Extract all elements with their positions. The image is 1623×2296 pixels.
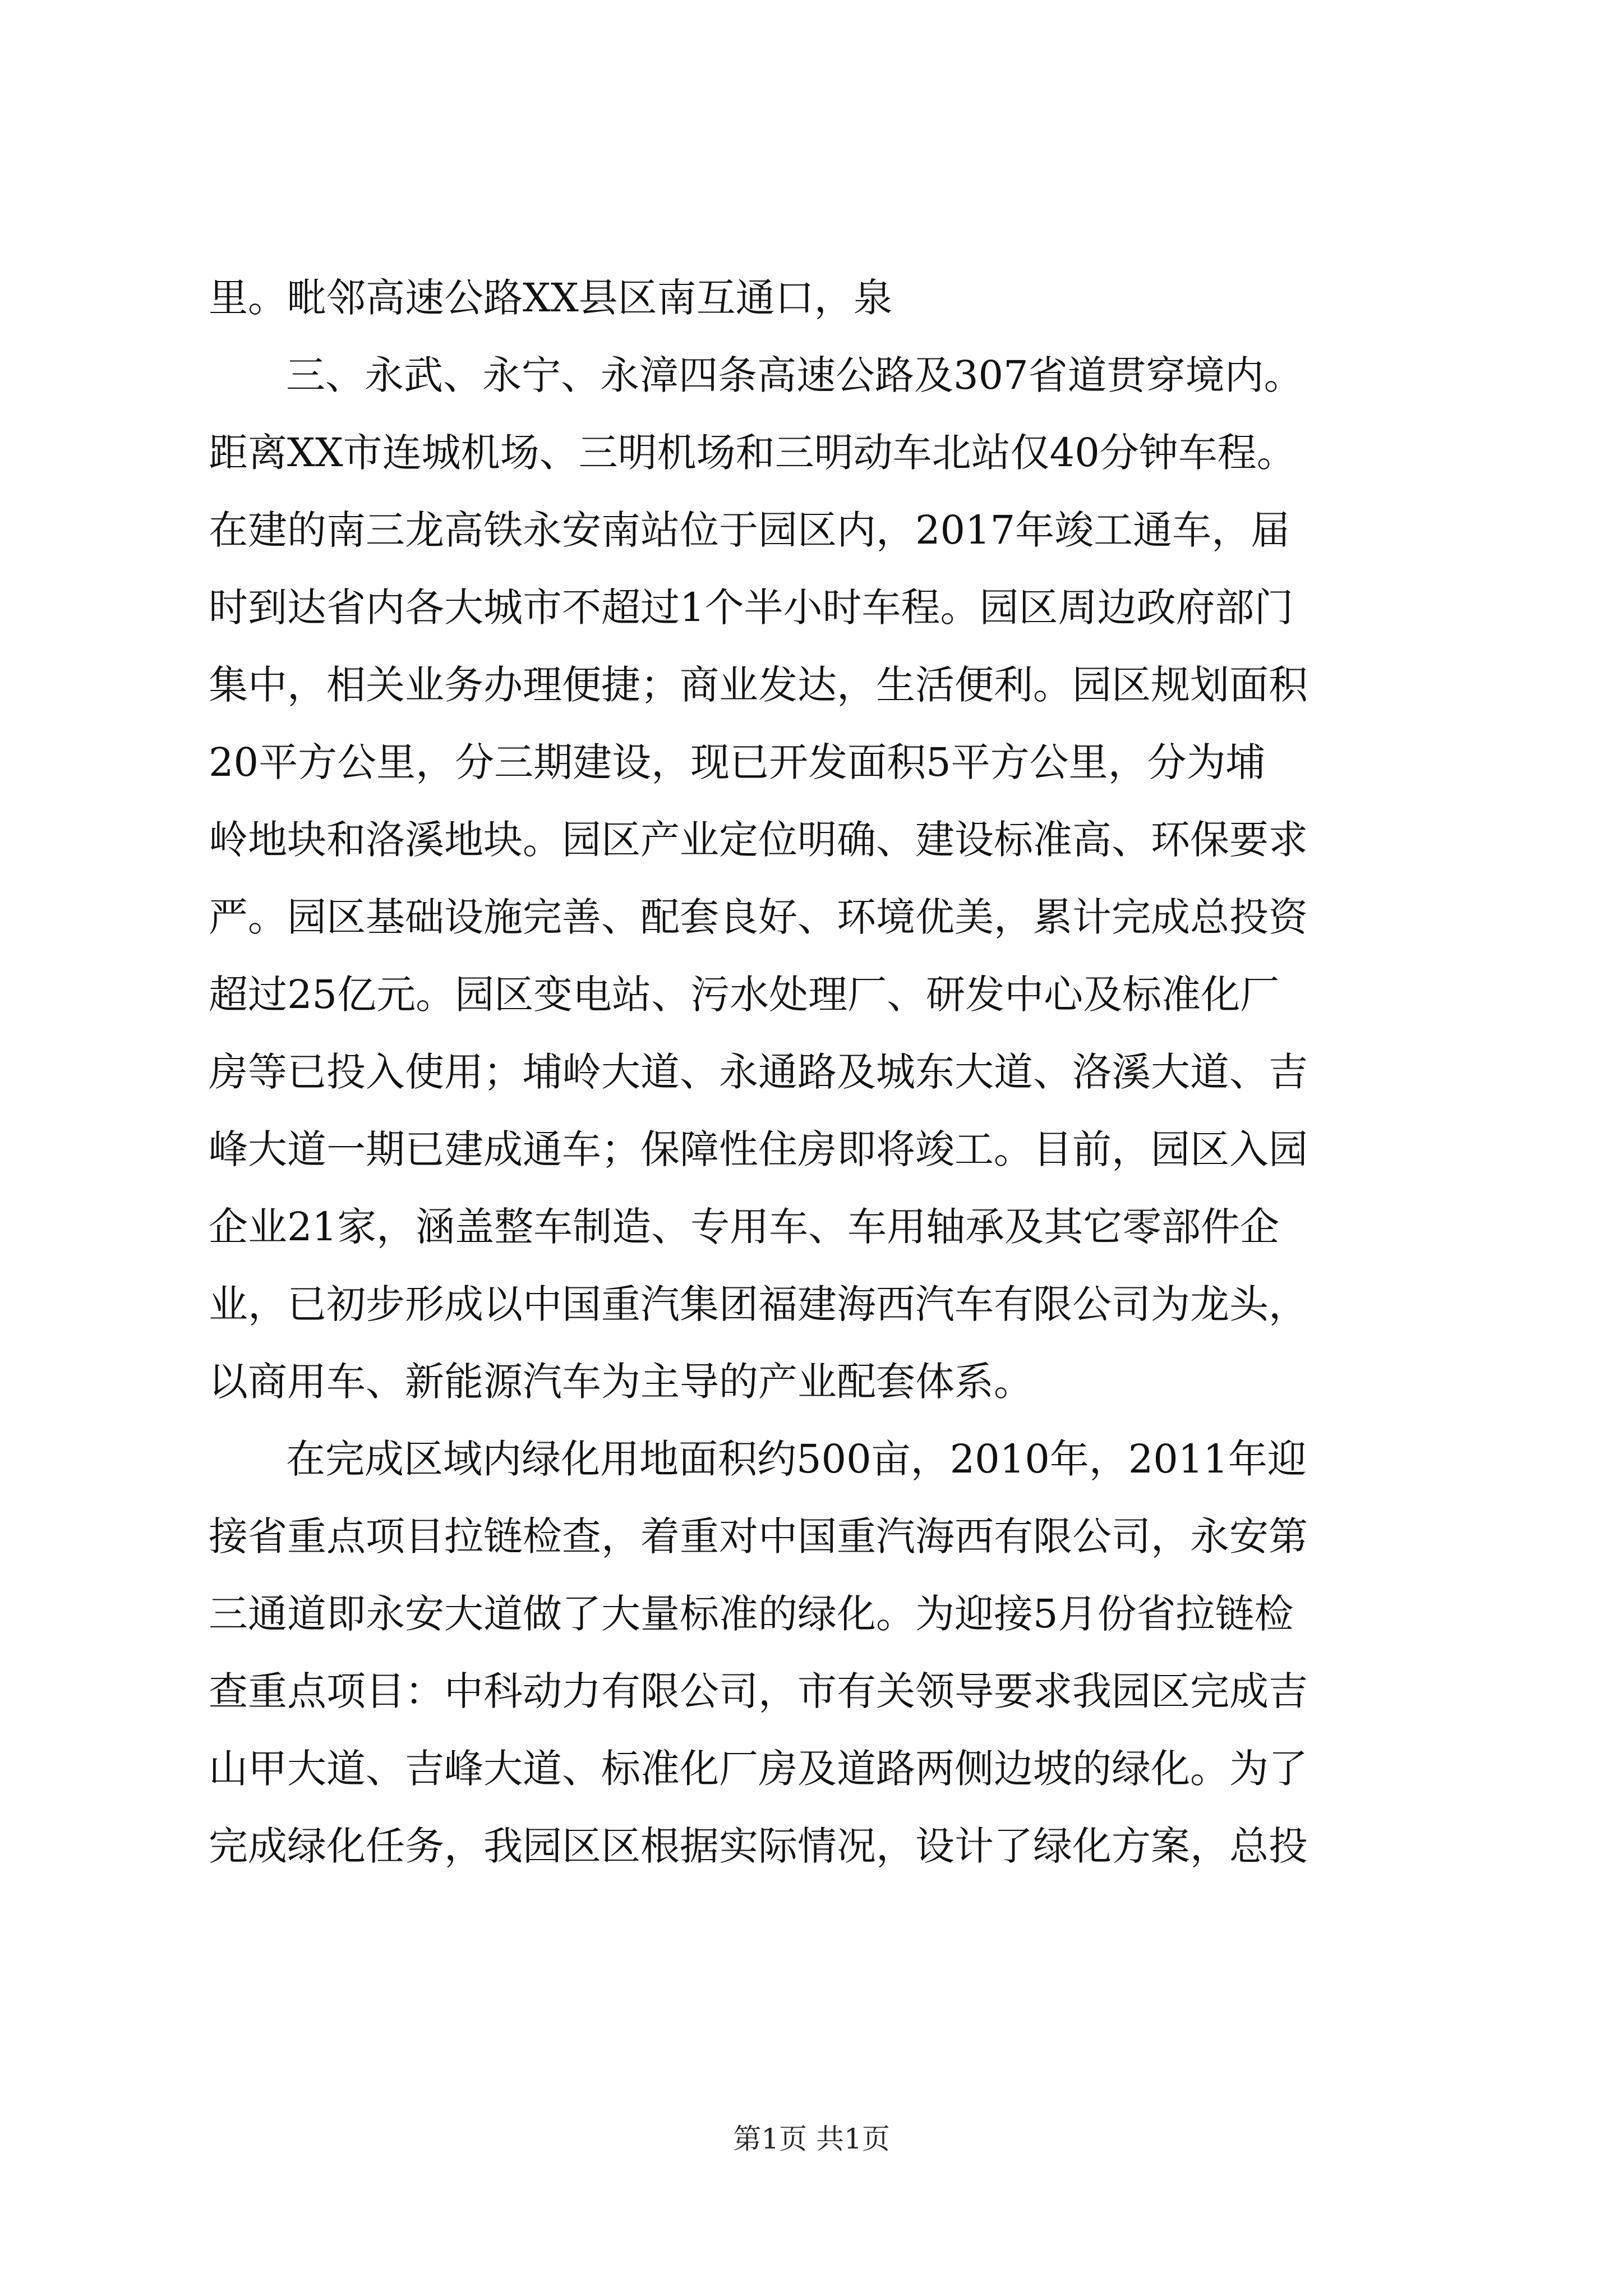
text-line: 三通道即永安大道做了大量标准的绿化。为迎接5月份省拉链检 xyxy=(209,1591,1294,1637)
text-line: 距离XX市连城机场、三明机场和三明动车北站仅40分钟车程。 xyxy=(209,430,1296,476)
text-line: 以商用车、新能源汽车为主导的产业配套体系。 xyxy=(209,1359,1033,1405)
text-line: 超过25亿元。园区变电站、污水处理厂、研发中心及标准化厂 xyxy=(209,972,1280,1018)
text-line: 在完成区域内绿化用地面积约500亩，2010年，2011年迎 xyxy=(286,1436,1307,1482)
page-number-label: 第1页 共1页 xyxy=(733,2123,890,2155)
text-line: 集中，相关业务办理便捷；商业发达，生活便利。园区规划面积 xyxy=(209,662,1308,708)
text-line: 在建的南三龙高铁永安南站位于园区内，2017年竣工通车，届 xyxy=(209,507,1290,553)
text-line: 三、永武、永宁、永漳四条高速公路及307省道贯穿境内。 xyxy=(286,352,1303,398)
text-line: 接省重点项目拉链检查，着重对中国重汽海西有限公司，永安第 xyxy=(209,1513,1308,1559)
page-footer xyxy=(0,2119,1623,2159)
text-line: 里。毗邻高速公路XX县区南互通口，泉 xyxy=(209,275,893,321)
text-line: 完成绿化任务，我园区区根据实际情况，设计了绿化方案，总投 xyxy=(209,1823,1308,1869)
body-text xyxy=(209,259,1420,1885)
text-line: 业，已初步形成以中国重汽集团福建海西汽车有限公司为龙头， xyxy=(209,1281,1308,1327)
text-line: 房等已投入使用；埔岭大道、永通路及城东大道、洛溪大道、吉 xyxy=(209,1049,1308,1095)
text-line: 峰大道一期已建成通车；保障性住房即将竣工。目前，园区入园 xyxy=(209,1126,1308,1172)
text-line: 时到达省内各大城市不超过1个半小时车程。园区周边政府部门 xyxy=(209,585,1294,631)
text-line: 岭地块和洛溪地块。园区产业定位明确、建设标准高、环保要求 xyxy=(209,817,1308,863)
text-line: 山甲大道、吉峰大道、标准化厂房及道路两侧边坡的绿化。为了 xyxy=(209,1746,1308,1792)
text-line: 20平方公里，分三期建设，现已开发面积5平方公里，分为埔 xyxy=(209,739,1265,785)
text-line: 查重点项目：中科动力有限公司，市有关领导要求我园区完成吉 xyxy=(209,1668,1308,1714)
text-line: 企业21家，涵盖整车制造、专用车、车用轴承及其它零部件企 xyxy=(209,1204,1280,1250)
text-line: 严。园区基础设施完善、配套良好、环境优美，累计完成总投资 xyxy=(209,894,1308,940)
